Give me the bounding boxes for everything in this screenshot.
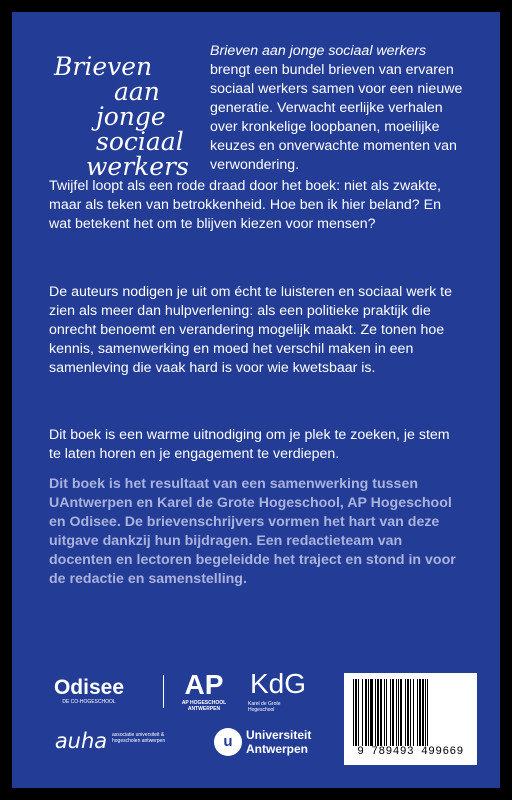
barcode-bar xyxy=(413,679,414,746)
ua-logo-icon: u xyxy=(214,728,242,756)
barcode-bar xyxy=(400,679,402,746)
barcode-bar xyxy=(384,679,385,746)
ap-logo: AP xyxy=(184,669,224,700)
ap-tagline: AP HOGESCHOOL ANTWERPEN xyxy=(181,700,227,712)
paragraph-invitation: Dit boek is een warme uitnodiging om je plek te zoeken, je stem te laten horen en je engagement te verdiepen. xyxy=(49,427,450,462)
barcode-bar xyxy=(398,679,399,746)
barcode-bar xyxy=(425,679,426,746)
barcode-bar xyxy=(358,679,359,746)
kdg-logo: KdG xyxy=(249,668,307,699)
odisee-tagline: DE CO-HOGESCHOOL xyxy=(62,699,116,705)
paragraph-doubt: Twijfel loopt als een rode draad door het boek: niet als zwakte, maar als teken van betrokkenheid. Hoe ben ik hier beland? En wat betekent het om te blijven kiezen voor mensen? xyxy=(49,178,441,232)
intro-title: Brieven aan jonge sociaal werkers xyxy=(210,43,427,59)
barcode-bars xyxy=(351,679,470,746)
barcode-bar xyxy=(355,679,357,746)
back-cover xyxy=(12,12,500,788)
odisee-logo: Odisee xyxy=(53,676,125,699)
barcode-bar xyxy=(386,679,387,746)
barcode-bar xyxy=(362,679,363,746)
barcode-bar xyxy=(422,679,424,746)
isbn-number: 9 789493 499669 xyxy=(357,746,464,758)
barcode-bar xyxy=(417,679,418,746)
title-line-3: jonge sociaal xyxy=(96,102,184,156)
logo-divider xyxy=(163,675,164,708)
title-line-4: werkers xyxy=(86,152,189,181)
barcode xyxy=(344,673,477,765)
barcode-bar xyxy=(370,679,373,746)
barcode-bar xyxy=(377,679,379,746)
ua-logo-name: Universiteit Antwerpen xyxy=(246,728,312,756)
barcode-bar xyxy=(390,679,391,746)
intro-text: brengt een bundel brieven van ervaren sociaal werkers samen voor een nieuwe generatie. Verwacht eerlijke verhalen over kronkelige loopbanen, moeilijke keuzes en onverwachte momenten van verwondering. xyxy=(210,62,463,173)
paragraph-collaboration: Dit boek is het resultaat van een samenwerking tussen UAntwerpen en Karel de Grote Hogeschool, AP Hogeschool en Odisee. De brievenschrijvers vormen het hart van deze uitgave dankzij hun bijdragen. Een redactieteam van docenten en lectoren begeleidde het traject en stond in voor de redactie en samenstelling. xyxy=(49,476,456,587)
barcode-bar xyxy=(410,679,411,746)
barcode-bar xyxy=(375,679,376,746)
title-line-2: aan xyxy=(114,77,160,106)
barcode-bar xyxy=(368,679,369,746)
barcode-bar xyxy=(419,679,421,746)
title-line-1: Brieven xyxy=(54,52,153,81)
intro-paragraph xyxy=(210,42,466,175)
barcode-bar xyxy=(396,679,397,746)
auha-logo: auha xyxy=(54,729,108,753)
barcode-bar xyxy=(407,679,409,746)
cover-title xyxy=(54,54,204,179)
barcode-bar xyxy=(380,679,382,746)
kdg-tagline: Karel de Grote Hogeschool xyxy=(248,701,281,713)
barcode-bar xyxy=(353,679,354,746)
auha-tagline: associatie universiteit & hogescholen antwerpen xyxy=(112,732,166,744)
barcode-bar xyxy=(392,679,394,746)
barcode-bar xyxy=(365,679,367,746)
barcode-bar xyxy=(427,679,428,746)
paragraph-authors: De auteurs nodigen je uit om écht te luisteren en sociaal werk te zien als meer dan hulpverlening: als een politieke praktijk die onrecht benoemt en verandering mogelijk maakt. Ze tonen hoe kennis, samenwerking en moed het verschil maken in een samenleving die vaak hard is voor wie kwetsbaar is. xyxy=(49,284,452,376)
barcode-bar xyxy=(405,679,406,746)
